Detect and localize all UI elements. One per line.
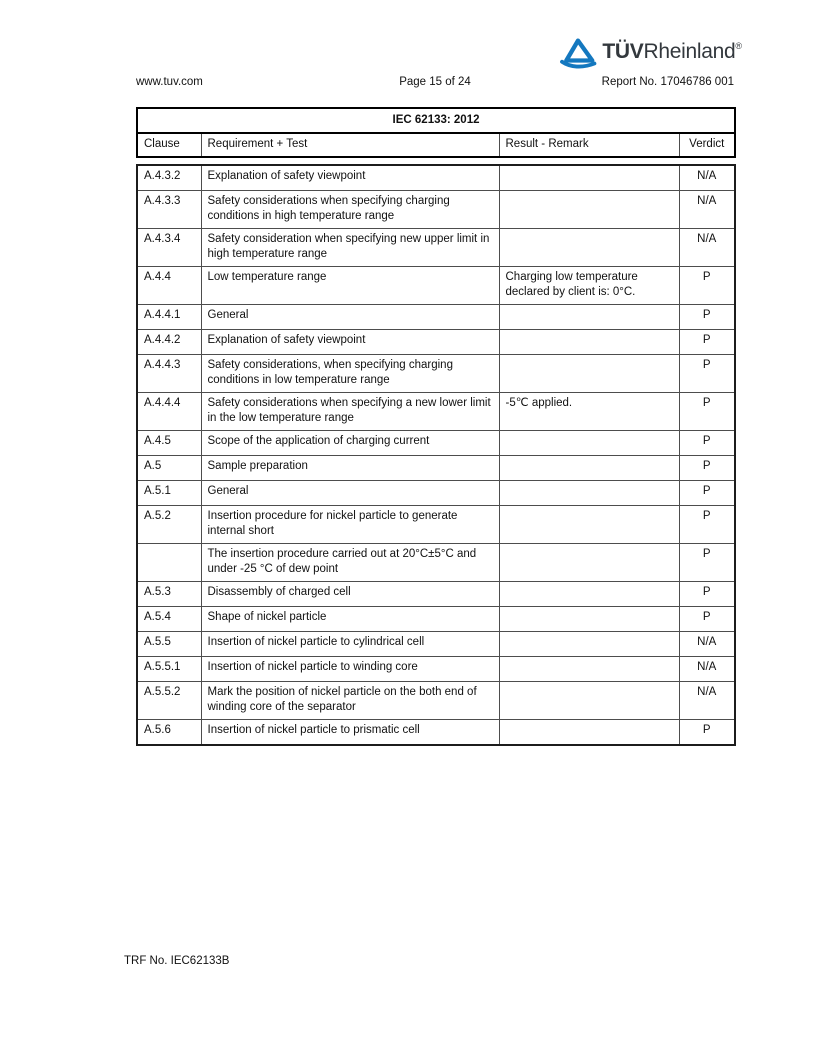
result-cell [499, 165, 679, 191]
logo-rheinland-text: Rheinland [643, 39, 736, 63]
clause-cell: A.5.5 [137, 632, 201, 657]
col-header-requirement: Requirement + Test [201, 133, 499, 157]
clause-cell: A.5.5.1 [137, 657, 201, 682]
verdict-cell: P [679, 720, 735, 746]
col-header-result: Result - Remark [499, 133, 679, 157]
clause-cell: A.4.4 [137, 267, 201, 305]
col-header-clause: Clause [137, 133, 201, 157]
table-row [137, 393, 735, 431]
clause-cell: A.4.5 [137, 431, 201, 456]
clause-cell: A.4.4.4 [137, 393, 201, 431]
verdict-cell: N/A [679, 657, 735, 682]
website-url: www.tuv.com [136, 76, 203, 88]
table-row [137, 305, 735, 330]
table-row [137, 431, 735, 456]
clause-cell: A.5.3 [137, 582, 201, 607]
result-cell [499, 720, 679, 746]
requirement-cell: Insertion procedure for nickel particle to generate internal short [201, 506, 499, 544]
table-body-block [136, 164, 736, 746]
requirement-cell: Insertion of nickel particle to prismatic cell [201, 720, 499, 746]
result-cell [499, 229, 679, 267]
table-row [137, 481, 735, 506]
verdict-cell: P [679, 355, 735, 393]
verdict-cell: P [679, 330, 735, 355]
clause-cell: A.4.3.4 [137, 229, 201, 267]
verdict-cell: P [679, 582, 735, 607]
requirement-cell: Insertion of nickel particle to winding core [201, 657, 499, 682]
verdict-cell: P [679, 305, 735, 330]
requirement-cell: Safety considerations when specifying a new lower limit in the low temperature range [201, 393, 499, 431]
table-row [137, 582, 735, 607]
verdict-cell: P [679, 506, 735, 544]
requirement-cell: Safety consideration when specifying new upper limit in high temperature range [201, 229, 499, 267]
result-cell [499, 330, 679, 355]
requirement-cell: General [201, 305, 499, 330]
result-cell [499, 607, 679, 632]
clause-cell: A.4.3.2 [137, 165, 201, 191]
trf-number: TRF No. IEC62133B [124, 955, 230, 967]
table-row [137, 657, 735, 682]
clause-cell: A.5 [137, 456, 201, 481]
report-number: Report No. 17046786 001 [601, 76, 734, 88]
table-row [137, 355, 735, 393]
verdict-cell: P [679, 456, 735, 481]
result-cell [499, 456, 679, 481]
requirement-cell: Shape of nickel particle [201, 607, 499, 632]
requirement-cell: Low temperature range [201, 267, 499, 305]
clause-cell: A.4.4.1 [137, 305, 201, 330]
clause-cell: A.5.6 [137, 720, 201, 746]
result-cell [499, 682, 679, 720]
clause-cell: A.4.4.3 [137, 355, 201, 393]
result-cell [499, 582, 679, 607]
verdict-cell: N/A [679, 191, 735, 229]
clause-cell: A.4.4.2 [137, 330, 201, 355]
table-row [137, 191, 735, 229]
clause-cell: A.5.5.2 [137, 682, 201, 720]
table-row [137, 456, 735, 481]
result-cell [499, 632, 679, 657]
result-cell [499, 191, 679, 229]
verdict-cell: N/A [679, 165, 735, 191]
page-indicator: Page 15 of 24 [399, 76, 471, 88]
clause-cell [137, 544, 201, 582]
table-title: IEC 62133: 2012 [137, 108, 735, 133]
result-cell [499, 481, 679, 506]
result-cell [499, 657, 679, 682]
verdict-cell: N/A [679, 229, 735, 267]
verdict-cell: P [679, 607, 735, 632]
table-row [137, 330, 735, 355]
registered-trademark-symbol: ® [735, 40, 742, 51]
verdict-cell: N/A [679, 632, 735, 657]
requirement-cell: Safety considerations when specifying charging conditions in high temperature range [201, 191, 499, 229]
result-cell [499, 506, 679, 544]
requirement-cell: Disassembly of charged cell [201, 582, 499, 607]
table-row [137, 506, 735, 544]
verdict-cell: N/A [679, 682, 735, 720]
tuv-rheinland-logo [559, 36, 742, 72]
requirement-cell: Safety considerations, when specifying charging conditions in low temperature range [201, 355, 499, 393]
result-cell [499, 544, 679, 582]
table-row [137, 632, 735, 657]
column-header-row [137, 133, 735, 157]
requirement-cell: Explanation of safety viewpoint [201, 330, 499, 355]
requirement-cell: Insertion of nickel particle to cylindrical cell [201, 632, 499, 657]
test-report-table [136, 107, 734, 746]
table-rows [137, 165, 735, 745]
requirement-cell: Mark the position of nickel particle on the both end of winding core of the separator [201, 682, 499, 720]
requirement-cell: Scope of the application of charging current [201, 431, 499, 456]
clause-cell: A.5.2 [137, 506, 201, 544]
table-row [137, 165, 735, 191]
table-row [137, 544, 735, 582]
table-row [137, 682, 735, 720]
verdict-cell: P [679, 431, 735, 456]
clause-cell: A.5.1 [137, 481, 201, 506]
tuv-triangle-icon [559, 36, 597, 72]
table-row [137, 267, 735, 305]
clause-cell: A.5.4 [137, 607, 201, 632]
result-cell [499, 431, 679, 456]
verdict-cell: P [679, 267, 735, 305]
verdict-cell: P [679, 393, 735, 431]
requirement-cell: General [201, 481, 499, 506]
clause-cell: A.4.3.3 [137, 191, 201, 229]
requirement-cell: Explanation of safety viewpoint [201, 165, 499, 191]
logo-wordmark [602, 41, 742, 68]
logo-tuv-text: TÜV [602, 39, 644, 63]
verdict-cell: P [679, 544, 735, 582]
col-header-verdict: Verdict [679, 133, 735, 157]
verdict-cell: P [679, 481, 735, 506]
result-cell: Charging low temperature declared by client is: 0°C. [499, 267, 679, 305]
requirement-cell: Sample preparation [201, 456, 499, 481]
table-row [137, 720, 735, 746]
requirement-cell: The insertion procedure carried out at 20°C±5°C and under -25 °C of dew point [201, 544, 499, 582]
table-row [137, 229, 735, 267]
table-row [137, 607, 735, 632]
result-cell [499, 305, 679, 330]
result-cell [499, 355, 679, 393]
table-header-block [136, 107, 736, 158]
result-cell: -5℃ applied. [499, 393, 679, 431]
